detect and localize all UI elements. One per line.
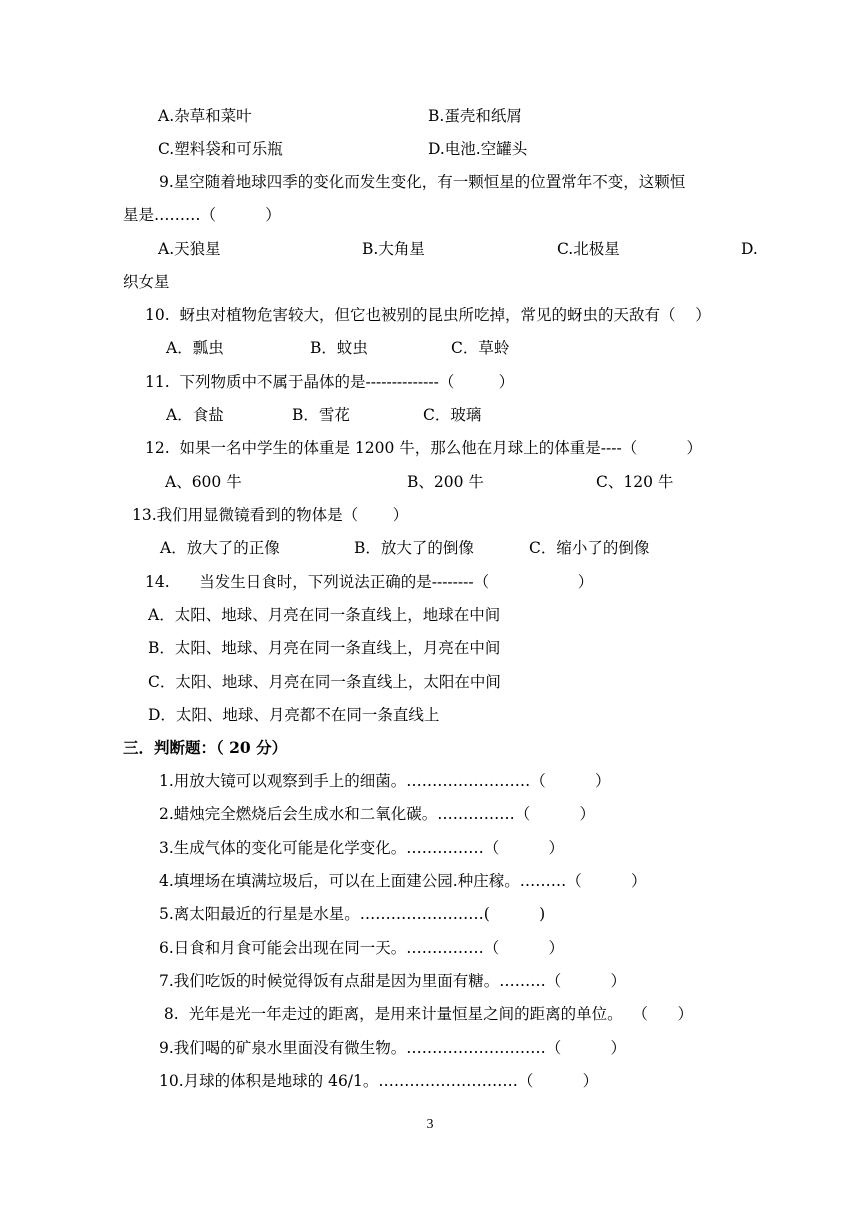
q8-option-b: B.蛋壳和纸屑 (428, 107, 522, 125)
judge-item-6: 6.日食和月食可能会出现在同一天。……………（ ） (159, 939, 565, 957)
q12-option-c: C、120 牛 (596, 473, 674, 491)
q9-option-c: C.北极星 (557, 240, 620, 258)
q13-option-a: A．放大了的正像 (160, 539, 280, 557)
judge-item-4: 4.填埋场在填满垃圾后，可以在上面建公园.种庄稼。………（ ） (159, 872, 647, 890)
q14-option-d: D．太阳、地球、月亮都不在同一条直线上 (148, 706, 440, 724)
judge-item-10: 10.月球的体积是地球的 46/1。………………………（ ） (159, 1072, 599, 1090)
page-number: 3 (426, 1117, 434, 1132)
q13-option-b: B．放大了的倒像 (354, 539, 474, 557)
q12-stem: 12. 如果一名中学生的体重是 1200 牛，那么他在月球上的体重是----（ ） (145, 439, 703, 457)
q8-option-d: D.电池.空罐头 (428, 140, 528, 158)
judge-item-9: 9.我们喝的矿泉水里面没有微生物。………………………（ ） (159, 1039, 627, 1057)
judge-item-7: 7.我们吃饭的时候觉得饭有点甜是因为里面有糖。………（ ） (159, 972, 627, 990)
q8-option-a: A.杂草和菜叶 (158, 107, 252, 125)
q10-option-b: B．蚊虫 (310, 339, 368, 357)
q11-option-a: A．食盐 (166, 406, 224, 424)
q11-stem: 11. 下列物质中不属于晶体的是--------------（ ） (145, 373, 515, 391)
q12-option-b: B、200 牛 (407, 473, 484, 491)
q9-stem-line2: 星是………（ ） (123, 206, 281, 224)
judge-item-5: 5.离太阳最近的行星是水星。……………………( ) (159, 905, 546, 923)
q14-option-b: B．太阳、地球、月亮在同一条直线上，月亮在中间 (148, 639, 501, 657)
q9-option-d-text: 织女星 (123, 273, 170, 291)
q14-option-a: A．太阳、地球、月亮在同一条直线上，地球在中间 (148, 606, 501, 624)
judge-item-3: 3.生成气体的变化可能是化学变化。……………（ ） (159, 839, 565, 857)
judge-item-1: 1.用放大镜可以观察到手上的细菌。……………………（ ） (159, 772, 611, 790)
q11-option-b: B．雪花 (292, 406, 350, 424)
q9-option-d-letter: D. (741, 240, 758, 258)
q9-option-b: B.大角星 (362, 240, 425, 258)
section3-heading: 三．判断题：（ 20 分） (123, 738, 288, 757)
q10-option-a: A．瓢虫 (166, 339, 224, 357)
q13-stem: 13.我们用显微镜看到的物体是（ ） (132, 506, 409, 524)
q8-option-c: C.塑料袋和可乐瓶 (158, 140, 283, 158)
judge-item-8: 8. 光年是光一年走过的距离，是用来计量恒星之间的距离的单位。 （ ） (159, 1005, 693, 1023)
judge-item-2: 2.蜡烛完全燃烧后会生成水和二氧化碳。……………（ ） (159, 805, 596, 823)
q14-stem: 14. 当发生日食时，下列说法正确的是--------（ ） (145, 573, 594, 591)
q9-option-a: A.天狼星 (158, 240, 221, 258)
q11-option-c: C．玻璃 (423, 406, 482, 424)
q14-option-c: C．太阳、地球、月亮在同一条直线上，太阳在中间 (148, 673, 501, 691)
q13-option-c: C．缩小了的倒像 (529, 539, 650, 557)
q10-stem: 10. 蚜虫对植物危害较大，但它也被别的昆虫所吃掉，常见的蚜虫的天敌有（ ） (145, 306, 711, 324)
q9-stem-line1: 9.星空随着地球四季的变化而发生变化，有一颗恒星的位置常年不变，这颗恒 (159, 173, 686, 191)
q12-option-a: A、600 牛 (165, 473, 242, 491)
q10-option-c: C．草蛉 (451, 339, 510, 357)
